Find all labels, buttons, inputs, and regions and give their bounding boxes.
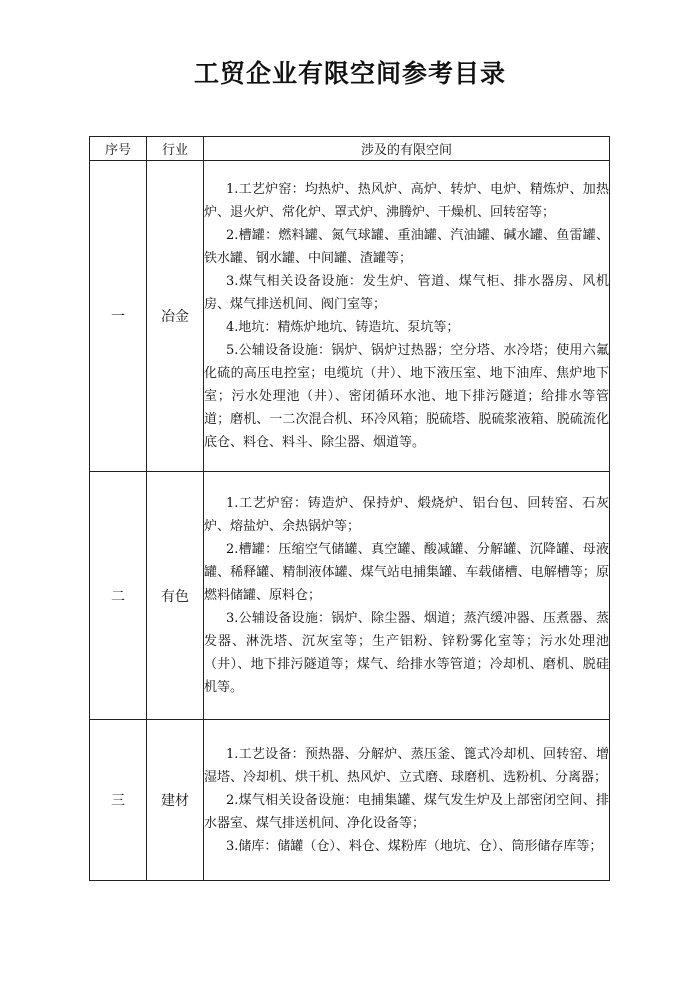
table-row-nonferrous <box>90 472 610 720</box>
table-row-building-materials <box>90 720 610 881</box>
row-industry: 冶金 <box>147 161 204 472</box>
row-serial-number: 二 <box>90 472 147 720</box>
row-confined-spaces <box>204 161 610 472</box>
space-item: 1.工艺炉窑：均热炉、热风炉、高炉、转炉、电炉、精炼炉、加热炉、退火炉、常化炉、罩式炉、沸腾炉、干燥机、回转窑等； <box>204 182 609 220</box>
space-item: 2.槽罐：压缩空气储罐、真空罐、酸减罐、分解罐、沉降罐、母液罐、稀释罐、精制液体罐、煤气站电捕集罐、车载储槽、电解槽等；原燃料储罐、原料仓； <box>204 542 609 603</box>
row-confined-spaces <box>204 720 610 881</box>
row-industry: 建材 <box>147 720 204 881</box>
space-item: 1.工艺炉窑：铸造炉、保持炉、煅烧炉、铝台包、回转窑、石灰炉、熔盐炉、余热锅炉等； <box>204 496 609 534</box>
row-serial-number: 三 <box>90 720 147 881</box>
space-item: 5.公辅设备设施：锅炉、锅炉过热器；空分塔、水冷塔；使用六氟化硫的高压电控室；电缆坑（井）、地下液压室、地下油库、焦炉地下室；污水处理池（井）、密闭循环水池、地下排污隧道；给排水等管道；磨机、一二次混合机、环冷风箱；脱硫塔、脱硫浆液箱、脱硫流化底仓、料仓、料斗、除尘器、烟道等。 <box>204 343 609 450</box>
space-item: 2.煤气相关设备设施：电捕集罐、煤气发生炉及上部密闭空间、排水器室、煤气排送机间、净化设备等； <box>204 792 609 831</box>
space-item: 3.储库：储罐（仓）、料仓、煤粉库（地坑、仓）、筒形储存库等； <box>226 838 603 854</box>
row-confined-spaces <box>204 472 610 720</box>
confined-space-catalog-table <box>89 136 610 881</box>
space-item: 2.槽罐：燃料罐、氮气球罐、重油罐、汽油罐、碱水罐、鱼雷罐、铁水罐、钢水罐、中间罐、渣罐等； <box>204 228 609 266</box>
row-industry: 有色 <box>147 472 204 720</box>
table-row-metallurgy <box>90 161 610 472</box>
space-item: 3.煤气相关设备设施：发生炉、管道、煤气柜、排水器房、风机房、煤气排送机间、阀门室等； <box>204 274 609 312</box>
table-header-row <box>90 137 610 161</box>
space-item: 4.地坑：精炼炉地坑、铸造坑、泵坑等； <box>226 320 460 335</box>
space-item: 1.工艺设备：预热器、分解炉、蒸压釜、篦式冷却机、回转窑、增湿塔、冷却机、烘干机、热风炉、立式磨、球磨机、选粉机、分离器； <box>204 746 609 785</box>
page-title: 工贸企业有限空间参考目录 <box>193 59 506 88</box>
header-industry: 行业 <box>147 137 204 161</box>
header-confined-spaces: 涉及的有限空间 <box>204 137 610 161</box>
row-serial-number: 一 <box>90 161 147 472</box>
header-serial-number: 序号 <box>90 137 147 161</box>
space-item: 3.公辅设备设施：锅炉、除尘器、烟道；蒸汽缓冲器、压煮器、蒸发器、淋洗塔、沉灰室等；生产铝粉、锌粉雾化室等；污水处理池（井）、地下排污隧道等；煤气、给排水等管道；冷却机、磨机、脱硅机等。 <box>204 611 609 695</box>
